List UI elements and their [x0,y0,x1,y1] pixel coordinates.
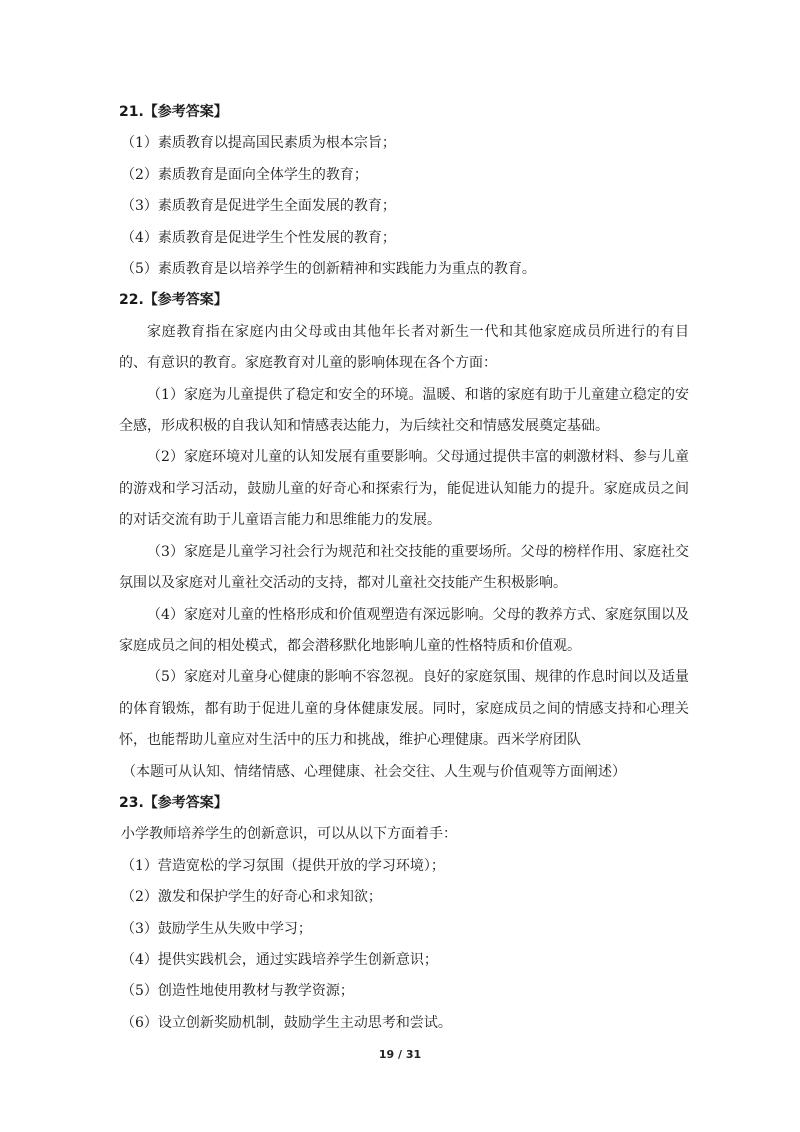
q22-note: （本题可从认知、情绪情感、心理健康、社会交往、人生观与价值观等方面阐述） [122,763,626,780]
page-content [119,97,689,1039]
q23-item-6: （6）设立创新奖励机制，鼓励学生主动思考和尝试。 [121,1014,452,1031]
q22-para-3: （3）家庭是儿童学习社会行为规范和社交技能的重要场所。父母的榜样作用、家庭社交氛围以及家庭对儿童社交活动的支持，都对儿童社交技能产生积极影响。 [119,543,689,592]
q21-item-2: （2）素质教育是面向全体学生的教育； [121,166,368,183]
q23-intro: 小学教师培养学生的创新意识，可以从以下方面着手： [121,826,457,843]
q23-item-4: （4）提供实践机会，通过实践培养学生创新意识； [121,951,438,968]
q23-heading: 23.【参考答案】 [119,794,228,811]
q22-heading: 22.【参考答案】 [119,292,228,309]
q23-item-3: （3）鼓励学生从失败中学习； [121,920,312,937]
q21-item-4: （4）素质教育是促进学生个性发展的教育； [121,229,396,246]
q22-para-2: （2）家庭环境对儿童的认知发展有重要影响。父母通过提供丰富的刺激材料、参与儿童的游戏和学习活动，鼓励儿童的好奇心和探索行为，能促进认知能力的提升。家庭成员之间的对话交流有助于儿童语言能力和思维能力的发展。 [119,449,689,529]
q22-intro: 家庭教育指在家庭内由父母或由其他年长者对新生一代和其他家庭成员所进行的有目的、有意识的教育。家庭教育对儿童的影响体现在各个方面： [119,323,689,372]
q23-item-5: （5）创造性地使用教材与教学资源； [121,983,354,1000]
q23-item-1: （1）营造宽松的学习氛围（提供开放的学习环境）； [121,857,445,874]
q21-item-3: （3）素质教育是促进学生全面发展的教育； [121,198,396,215]
q21-item-1: （1）素质教育以提高国民素质为根本宗旨； [121,135,396,152]
q23-item-2: （2）激发和保护学生的好奇心和求知欲； [121,889,382,906]
page-number: 19 / 31 [378,1048,422,1061]
q22-para-1: （1）家庭为儿童提供了稳定和安全的环境。温暖、和谐的家庭有助于儿童建立稳定的安全感，形成积极的自我认知和情感表达能力，为后续社交和情感发展奠定基础。 [119,386,689,435]
q22-para-4: （4）家庭对儿童的性格形成和价值观塑造有深远影响。父母的教养方式、家庭氛围以及家庭成员之间的相处模式，都会潜移默化地影响儿童的性格特质和价值观。 [119,606,689,654]
q21-item-5: （5）素质教育是以培养学生的创新精神和实践能力为重点的教育。 [121,261,536,278]
q22-para-5: （5）家庭对儿童身心健康的影响不容忽视。良好的家庭氛围、规律的作息时间以及适量的体育锻炼，都有助于促进儿童的身体健康发展。同时，家庭成员之间的情感支持和心理关怀，也能帮助儿童应对生活中的压力和挑战，维护心理健康。西米学府团队 [119,669,689,749]
q21-heading: 21.【参考答案】 [119,104,228,120]
